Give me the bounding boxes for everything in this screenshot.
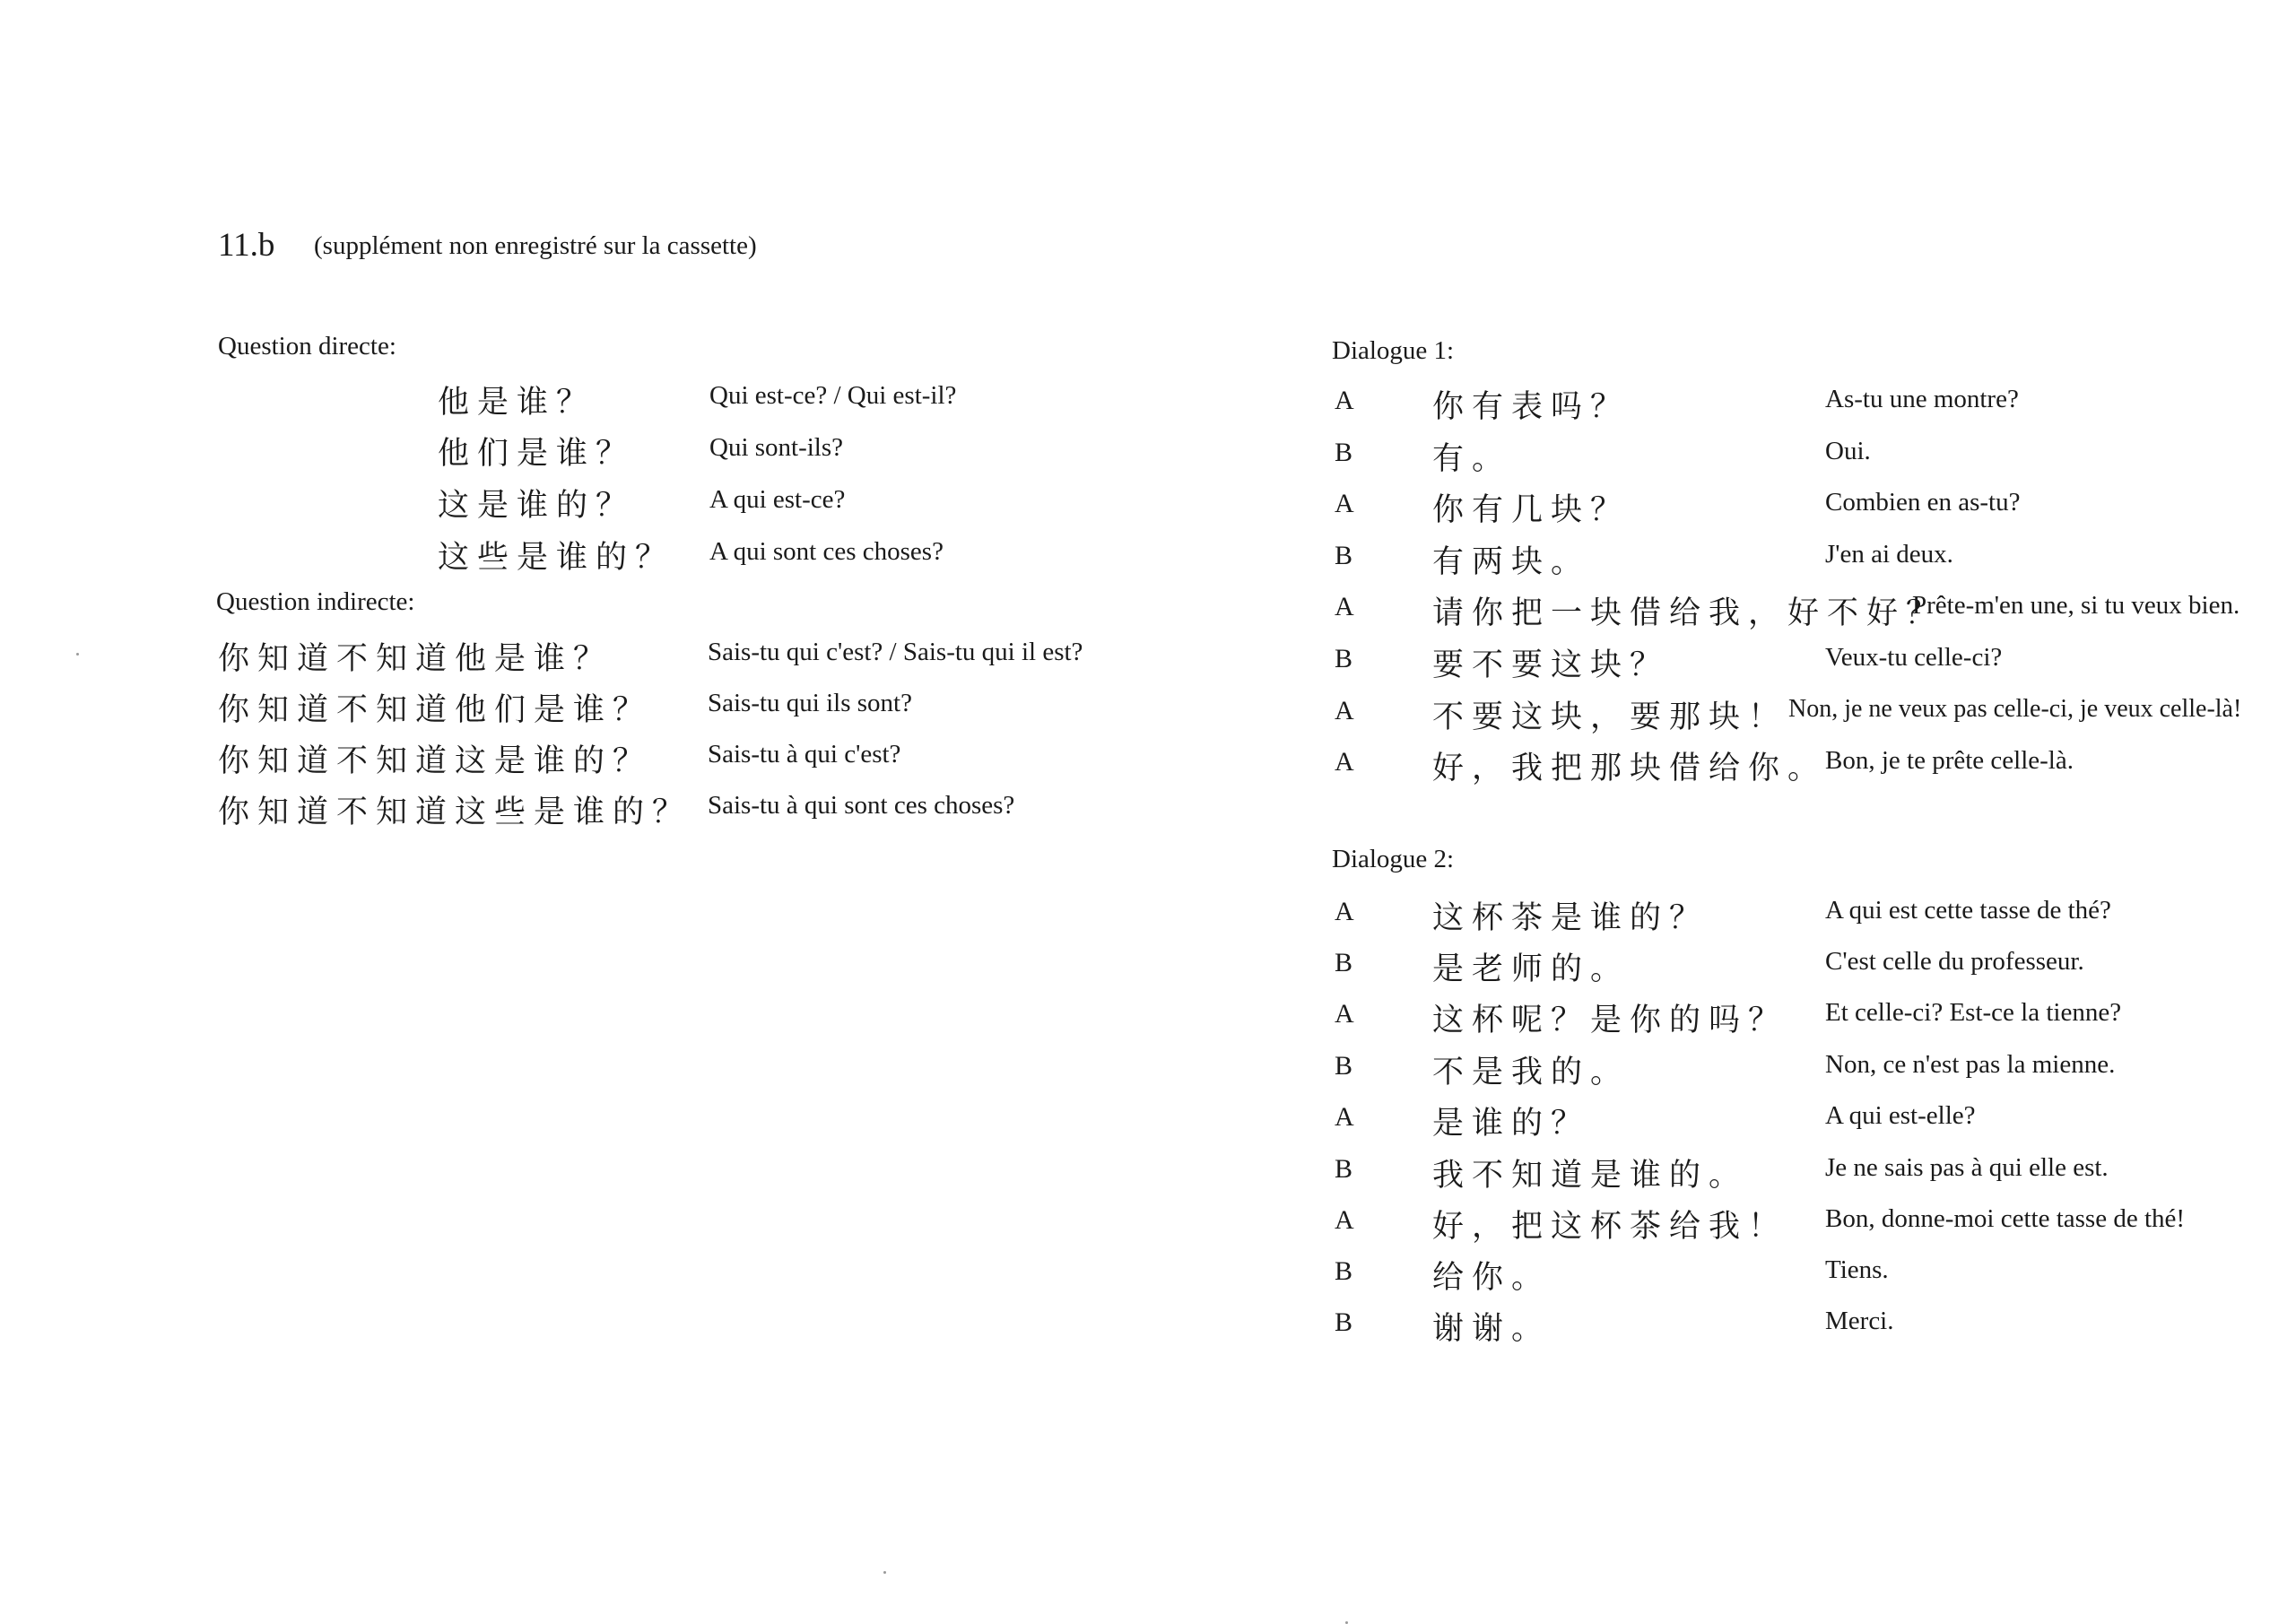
d2-speaker-8: B <box>1335 1256 1353 1286</box>
indirect-question-title: Question indirecte: <box>216 587 415 616</box>
indirect-zh-1: 你知道不知道他是谁？ <box>218 641 613 677</box>
d1-zh-8: 好，我把那块借给你。 <box>1432 751 1828 786</box>
d1-fr-1: As-tu une montre? <box>1825 385 2019 413</box>
d1-speaker-7: A <box>1335 696 1354 725</box>
lesson-number: 11.b <box>218 227 275 264</box>
d2-zh-2: 是老师的。 <box>1432 951 1631 987</box>
d2-fr-6: Je ne sais pas à qui elle est. <box>1825 1153 2109 1182</box>
d1-zh-2: 有。 <box>1432 441 1512 477</box>
direct-zh-2: 他们是谁？ <box>438 436 636 472</box>
indirect-fr-4: Sais-tu à qui sont ces choses? <box>708 791 1015 820</box>
d2-speaker-7: A <box>1335 1205 1354 1235</box>
d1-fr-4: J'en ai deux. <box>1825 540 1953 569</box>
d2-speaker-9: B <box>1335 1307 1353 1337</box>
d1-fr-8: Bon, je te prête celle-là. <box>1825 746 2074 775</box>
d2-zh-6: 我不知道是谁的。 <box>1432 1158 1749 1194</box>
d2-speaker-6: B <box>1335 1154 1353 1184</box>
d1-fr-7: Non, je ne veux pas celle-ci, je veux celle-là! <box>1788 695 2242 723</box>
d1-speaker-3: A <box>1335 489 1354 518</box>
d1-fr-2: Oui. <box>1825 437 1871 465</box>
dialogue-2-title: Dialogue 2: <box>1332 845 1455 873</box>
direct-zh-3: 这是谁的？ <box>438 488 636 524</box>
direct-zh-1: 他是谁？ <box>438 385 596 421</box>
d2-speaker-5: A <box>1335 1102 1354 1132</box>
direct-fr-3: A qui est-ce? <box>709 485 846 514</box>
d2-zh-8: 给你。 <box>1432 1260 1552 1296</box>
dialogue-1-title: Dialogue 1: <box>1332 336 1455 365</box>
scan-speck <box>76 653 79 656</box>
d1-zh-4: 有两块。 <box>1432 544 1591 580</box>
d1-zh-7: 不要这块，要那块！ <box>1432 699 1788 735</box>
d2-zh-7: 好，把这杯茶给我！ <box>1432 1209 1788 1245</box>
direct-fr-2: Qui sont-ils? <box>709 433 844 462</box>
d2-fr-9: Merci. <box>1825 1307 1894 1335</box>
direct-fr-4: A qui sont ces choses? <box>709 537 944 566</box>
direct-zh-4: 这些是谁的？ <box>438 540 675 576</box>
scan-speck <box>883 1571 886 1574</box>
d1-zh-3: 你有几块？ <box>1432 492 1631 528</box>
d2-fr-3: Et celle-ci? Est-ce la tienne? <box>1825 998 2122 1027</box>
d1-fr-3: Combien en as-tu? <box>1825 488 2021 517</box>
indirect-zh-4: 你知道不知道这些是谁的？ <box>218 795 692 830</box>
d1-fr-6: Veux-tu celle-ci? <box>1825 643 2003 672</box>
direct-fr-1: Qui est-ce? / Qui est-il? <box>709 381 957 410</box>
d1-speaker-6: B <box>1335 644 1353 673</box>
d1-speaker-8: A <box>1335 747 1354 777</box>
d1-speaker-2: B <box>1335 438 1353 467</box>
d1-speaker-5: A <box>1335 592 1354 621</box>
d1-fr-5: Prête-m'en une, si tu veux bien. <box>1912 591 2240 620</box>
d2-zh-5: 是谁的？ <box>1432 1106 1591 1142</box>
d2-speaker-2: B <box>1335 948 1353 977</box>
indirect-zh-3: 你知道不知道这是谁的？ <box>218 743 653 779</box>
d1-zh-6: 要不要这块？ <box>1432 647 1670 683</box>
d1-zh-1: 你有表吗？ <box>1432 389 1631 425</box>
d2-speaker-4: B <box>1335 1051 1353 1081</box>
d2-fr-8: Tiens. <box>1825 1255 1889 1284</box>
lesson-note: (supplément non enregistré sur la cassette) <box>314 231 757 260</box>
d1-speaker-4: B <box>1335 541 1353 570</box>
indirect-fr-2: Sais-tu qui ils sont? <box>708 689 912 717</box>
d2-zh-3: 这杯呢？是你的吗？ <box>1432 1003 1788 1038</box>
indirect-fr-1: Sais-tu qui c'est? / Sais-tu qui il est? <box>708 638 1083 666</box>
d2-fr-2: C'est celle du professeur. <box>1825 947 2084 976</box>
d2-fr-5: A qui est-elle? <box>1825 1101 1976 1130</box>
d2-fr-7: Bon, donne-moi cette tasse de thé! <box>1825 1204 2186 1233</box>
d1-speaker-1: A <box>1335 386 1354 415</box>
d2-zh-1: 这杯茶是谁的？ <box>1432 900 1709 936</box>
indirect-fr-3: Sais-tu à qui c'est? <box>708 740 901 769</box>
d2-speaker-1: A <box>1335 897 1354 926</box>
d2-fr-4: Non, ce n'est pas la mienne. <box>1825 1050 2116 1079</box>
d2-zh-9: 谢谢。 <box>1432 1311 1552 1347</box>
direct-question-title: Question directe: <box>218 332 396 360</box>
d1-zh-5: 请你把一块借给我，好不好？ <box>1432 595 1946 631</box>
d2-speaker-3: A <box>1335 999 1354 1029</box>
d2-fr-1: A qui est cette tasse de thé? <box>1825 896 2111 925</box>
d2-zh-4: 不是我的。 <box>1432 1055 1631 1090</box>
indirect-zh-2: 你知道不知道他们是谁？ <box>218 692 653 728</box>
